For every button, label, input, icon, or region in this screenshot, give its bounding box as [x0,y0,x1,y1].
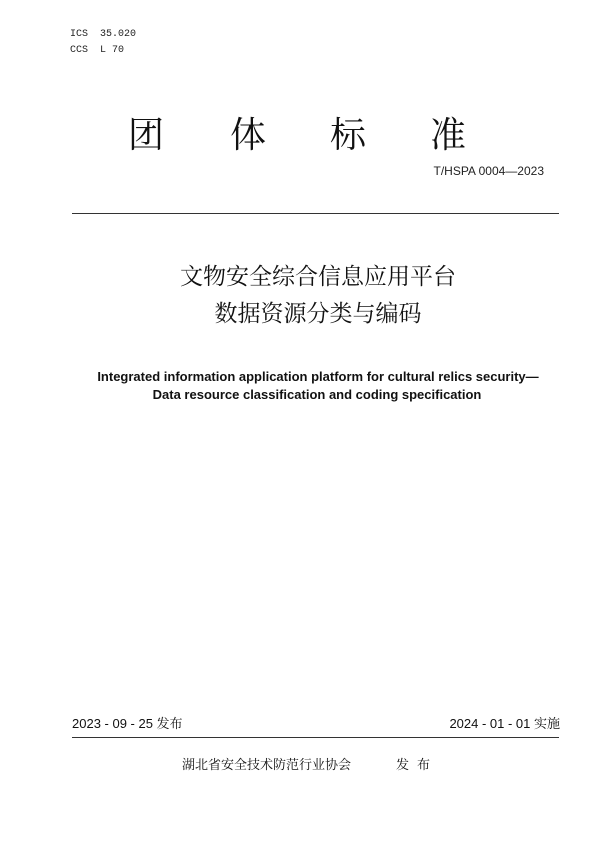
publisher-name: 湖北省安全技术防范行业协会 [182,758,352,773]
standard-type-char: 标 [330,115,367,156]
header-divider [72,213,559,214]
chinese-title-line-1: 文物安全综合信息应用平台 [180,264,456,290]
standard-type-char: 体 [230,115,267,156]
standard-type-char: 团 [128,115,165,156]
footer-divider [72,737,559,738]
standard-code: T/HSPA 0004—2023 [433,164,544,178]
chinese-title-line-2: 数据资源分类与编码 [214,301,422,327]
standard-type-char: 准 [430,115,467,156]
implementation-date: 2024 - 01 - 01 实施 [449,716,560,731]
standard-type-heading [0,112,600,160]
publish-label: 发布 [396,758,439,773]
english-title-line-1: Integrated information application platform for cultural relics security— [97,369,539,384]
issue-date: 2023 - 09 - 25 发布 [72,716,183,731]
english-title-line-2: Data resource classification and coding specification [152,387,482,402]
ccs-code: CCS L 70 [70,45,125,56]
ics-code: ICS 35.020 [70,29,137,40]
